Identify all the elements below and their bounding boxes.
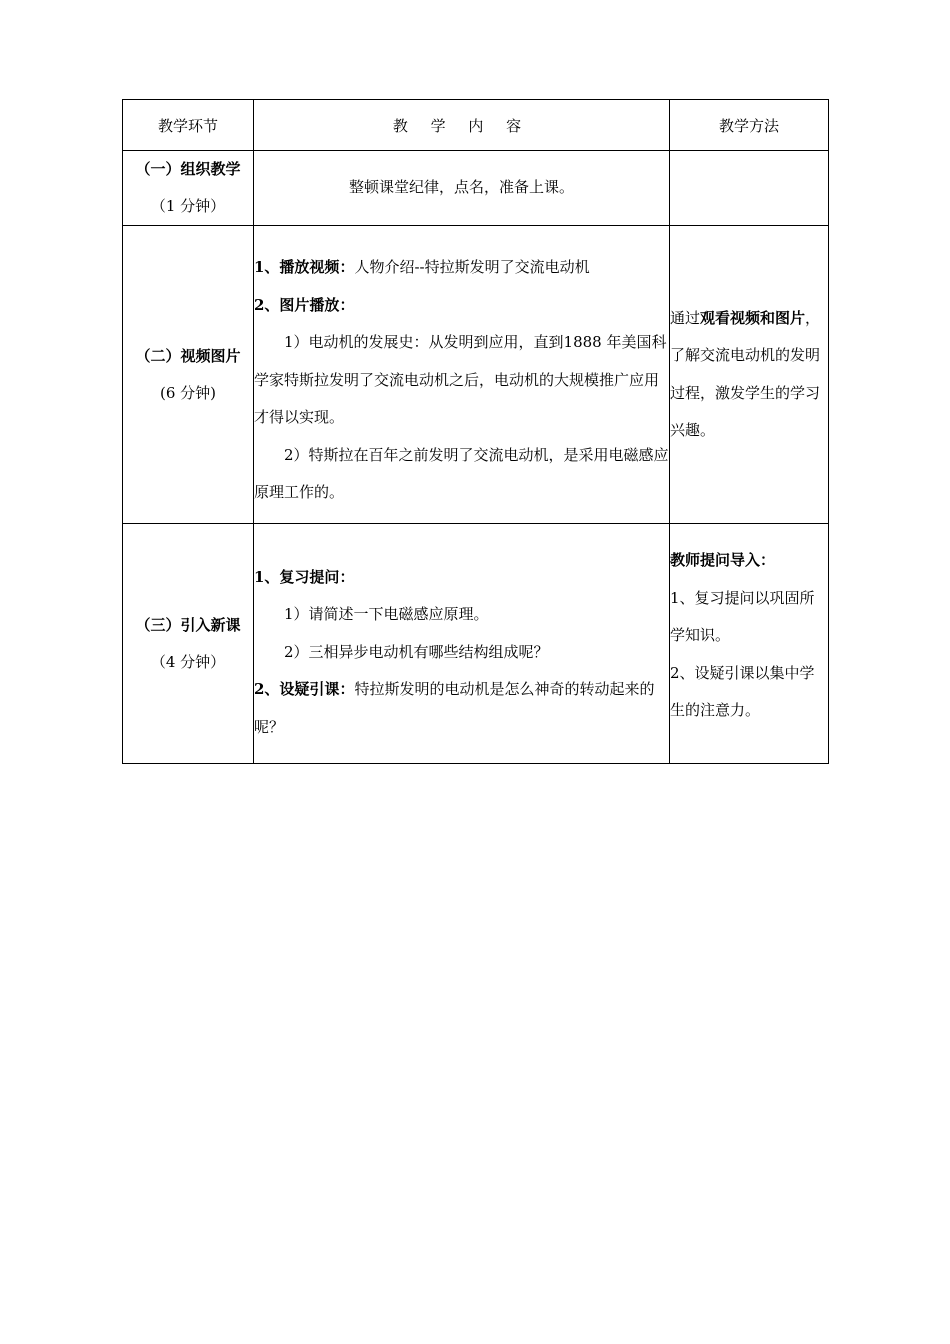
content-item: 2）特斯拉在百年之前发明了交流电动机，是采用电磁感应原理工作的。 bbox=[254, 445, 669, 502]
table-header-row bbox=[123, 100, 829, 151]
method-title: 教师提问导入： bbox=[670, 551, 776, 569]
table-row bbox=[123, 151, 829, 226]
content-cell bbox=[254, 226, 670, 524]
item-lead: 1、播放视频： bbox=[254, 258, 355, 277]
header-method: 教学方法 bbox=[670, 100, 829, 151]
lesson-plan-table bbox=[122, 99, 829, 764]
content-item: 2）三相异步电动机有哪些结构组成呢？ bbox=[284, 642, 549, 661]
section-cell bbox=[123, 151, 254, 226]
content-item: 1）请简述一下电磁感应原理。 bbox=[284, 605, 489, 624]
section-name: （二）视频图片 bbox=[135, 346, 241, 365]
section-cell bbox=[123, 524, 254, 764]
content-item bbox=[254, 249, 669, 287]
method-item: 1、复习提问以巩固所学知识。 bbox=[670, 588, 815, 644]
method-text-post: ，了解交流电动机的发明过程，激发学生的学习兴趣。 bbox=[670, 308, 821, 439]
content-cell bbox=[254, 151, 670, 226]
content-item bbox=[254, 671, 669, 746]
method-cell bbox=[670, 524, 829, 764]
table-row bbox=[123, 524, 829, 764]
section-cell bbox=[123, 226, 254, 524]
method-item: 2、设疑引课以集中学生的注意力。 bbox=[670, 663, 815, 719]
content-item bbox=[254, 559, 669, 597]
item-lead: 2、图片播放： bbox=[254, 295, 355, 314]
method-text-pre: 通过 bbox=[670, 308, 701, 327]
item-lead: 1、复习提问： bbox=[254, 567, 355, 586]
method-cell bbox=[670, 151, 829, 226]
method-cell bbox=[670, 226, 829, 524]
method-text-bold: 观看视频和图片 bbox=[700, 308, 806, 327]
table-row bbox=[123, 226, 829, 524]
section-time: （4 分钟） bbox=[150, 652, 226, 671]
section-time: (6 分钟) bbox=[159, 383, 217, 402]
content-cell bbox=[254, 524, 670, 764]
section-time: （1 分钟） bbox=[150, 197, 226, 215]
item-text: 人物介绍--特拉斯发明了交流电动机 bbox=[354, 258, 590, 277]
section-name: （三）引入新课 bbox=[135, 615, 241, 634]
item-text: 特拉斯发明的电动机是怎么神奇的转动起来的呢？ bbox=[254, 680, 655, 736]
header-content: 教 学 内 容 bbox=[254, 100, 670, 151]
content-item bbox=[254, 287, 669, 325]
section-name: （一）组织教学 bbox=[135, 160, 241, 178]
content-item: 1）电动机的发展史：从发明到应用，直到1888 年美国科学家特斯拉发明了交流电动机之后，电动机的大规模推广应用才得以实现。 bbox=[254, 333, 667, 427]
item-lead: 2、设疑引课： bbox=[254, 680, 355, 699]
content-text: 整顿课堂纪律，点名，准备上课。 bbox=[348, 178, 574, 197]
header-stage: 教学环节 bbox=[123, 100, 254, 151]
